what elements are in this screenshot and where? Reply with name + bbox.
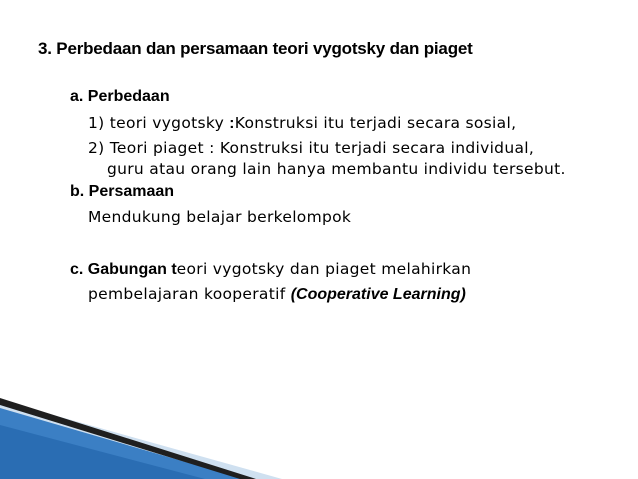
perbedaan-item-1-colon: : [229, 115, 235, 132]
gabungan-line-2-text: pembelajaran kooperatif [88, 285, 291, 303]
perbedaan-item-2-line-2: guru atau orang lain hanya membantu individu tersebut. [107, 160, 566, 178]
gabungan-title: c. Gabungan t [70, 261, 177, 278]
gabungan-line-1-rest: eori vygotsky dan piaget melahirkan [176, 260, 472, 278]
persamaan-text: Mendukung belajar berkelompok [88, 208, 352, 226]
perbedaan-item-2-line-1: 2) Teori piaget : Konstruksi itu terjadi secara individual, [88, 139, 535, 157]
perbedaan-item-1-text: Konstruksi itu terjadi secara sosial, [234, 114, 517, 132]
gabungan-emphasis: (Cooperative Learning) [290, 286, 466, 303]
persamaan-title: b. Persamaan [70, 183, 175, 200]
slide-heading: 3. Perbedaan dan persamaan teori vygotsky dan piaget [38, 39, 473, 58]
perbedaan-item-1-prefix: 1) teori vygotsky [88, 114, 230, 132]
perbedaan-title: a. Perbedaan [70, 88, 170, 105]
